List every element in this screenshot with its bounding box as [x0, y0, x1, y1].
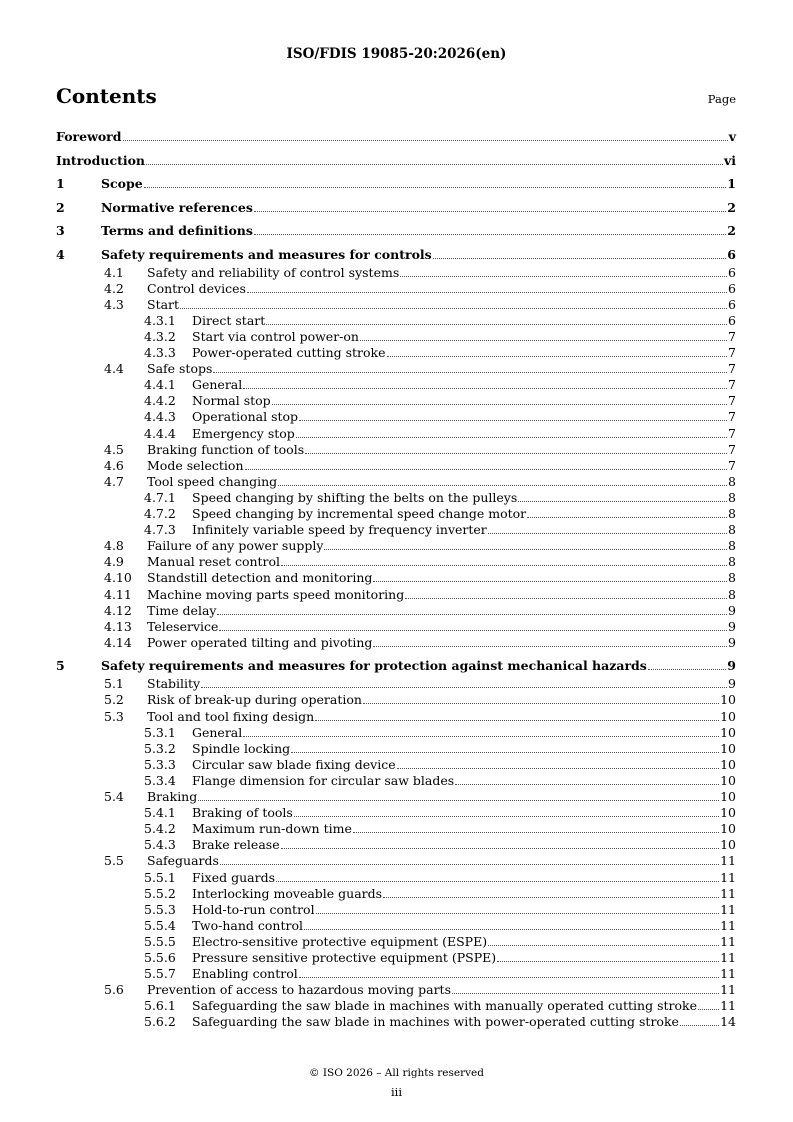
toc-entry-page: 7: [728, 393, 736, 409]
toc-entry-title: General: [192, 377, 243, 393]
toc-entry-title: Safety requirements and measures for controls: [101, 246, 432, 262]
toc-entry-title: Braking function of tools: [147, 441, 305, 457]
toc-entry-page: 8: [728, 506, 736, 521]
document-header: ISO/FDIS 19085-20:2026(en): [286, 46, 507, 62]
toc-leader-dots: [305, 453, 727, 454]
toc-leader-dots: [680, 1025, 719, 1026]
toc-entry-page: 10: [720, 692, 736, 708]
toc-leader-dots: [247, 292, 727, 293]
toc-leader-dots: [527, 517, 727, 518]
page-column-label: Page: [707, 92, 736, 106]
toc-entry-title: Power-operated cutting stroke: [192, 345, 386, 360]
toc-entry[interactable]: [56, 853, 736, 869]
toc-entry-title: Prevention of access to hazardous moving parts: [147, 982, 451, 998]
toc-entry[interactable]: [56, 902, 736, 918]
toc-entry[interactable]: [56, 950, 736, 966]
toc-entry-number: 5.3.1: [144, 724, 176, 740]
toc-entry[interactable]: [56, 361, 736, 377]
toc-entry[interactable]: [56, 837, 736, 853]
toc-entry-title: Machine moving parts speed monitoring: [147, 586, 405, 602]
toc-entry-page: 1: [727, 176, 736, 191]
toc-leader-dots: [433, 258, 727, 259]
toc-entry[interactable]: [56, 458, 736, 474]
toc-entry-number: 5: [56, 658, 65, 674]
toc-leader-dots: [146, 164, 723, 165]
toc-entry[interactable]: [56, 676, 736, 692]
toc-entry[interactable]: [56, 741, 736, 757]
toc-leader-dots: [272, 404, 727, 405]
toc-leader-dots: [452, 993, 719, 994]
toc-entry[interactable]: [56, 934, 736, 950]
toc-entry-page: 11: [720, 950, 736, 965]
toc-entry-number: 4.11: [104, 586, 132, 602]
toc-entry-page: 10: [720, 756, 736, 772]
toc-leader-dots: [278, 485, 727, 486]
toc-entry-page: 6: [728, 280, 736, 296]
toc-entry-number: 5.3: [104, 708, 124, 724]
page-title: Contents: [56, 84, 157, 108]
toc-entry[interactable]: [56, 176, 736, 192]
toc-entry-number: 4.2: [104, 280, 124, 296]
toc-entry-title: Safeguards: [147, 853, 219, 869]
toc-leader-dots: [698, 1009, 719, 1010]
toc-entry-number: 4.14: [104, 634, 132, 650]
toc-entry[interactable]: [56, 635, 736, 651]
toc-entry-page: 11: [720, 869, 736, 885]
toc-leader-dots: [363, 703, 719, 704]
toc-entry-page: 10: [720, 724, 736, 740]
toc-entry-title: Time delay: [147, 602, 217, 618]
toc-entry-title: Circular saw blade fixing device: [192, 756, 396, 772]
toc-entry-number: 5.5.7: [144, 966, 176, 982]
toc-entry-number: 4.4: [104, 361, 124, 377]
toc-leader-dots: [144, 187, 727, 188]
toc-entry[interactable]: [56, 1014, 736, 1030]
toc-entry-page: 7: [728, 441, 736, 457]
toc-entry-page: 6: [728, 264, 736, 280]
toc-entry-number: 5.5.4: [144, 917, 176, 933]
toc-entry-number: 4: [56, 246, 65, 262]
toc-entry[interactable]: [56, 393, 736, 409]
toc-entry-page: 10: [720, 805, 736, 821]
copyright-footer: © ISO 2026 – All rights reserved: [309, 1067, 484, 1079]
toc-entry-number: 5.3.2: [144, 740, 176, 756]
toc-entry-page: 11: [720, 982, 736, 998]
toc-entry-title: Enabling control: [192, 966, 298, 982]
toc-entry[interactable]: [56, 297, 736, 313]
toc-entry-number: 5.6.2: [144, 1014, 176, 1030]
toc-entry-page: 6: [728, 296, 736, 312]
toc-entry-page: 9: [727, 658, 736, 674]
toc-entry[interactable]: [56, 281, 736, 297]
toc-entry-page: 9: [728, 618, 736, 634]
toc-entry-number: 5.1: [104, 676, 124, 692]
toc-entry[interactable]: [56, 773, 736, 789]
toc-entry-page: 8: [728, 554, 736, 570]
toc-entry-title: Teleservice: [147, 618, 219, 634]
toc-entry-page: 8: [728, 538, 736, 554]
toc-leader-dots: [213, 372, 727, 373]
toc-entry-page: 11: [720, 853, 736, 869]
toc-entry-number: 4.8: [104, 538, 124, 554]
toc-entry-number: 5.5.6: [144, 950, 176, 965]
toc-leader-dots: [455, 784, 719, 785]
toc-leader-dots: [276, 881, 719, 882]
toc-entry-title: Terms and definitions: [101, 223, 253, 238]
toc-entry[interactable]: [56, 998, 736, 1014]
toc-entry-title: Two-hand control: [192, 917, 303, 933]
toc-entry[interactable]: [56, 474, 736, 490]
toc-entry-page: 7: [728, 377, 736, 393]
toc-entry[interactable]: [56, 692, 736, 708]
toc-entry[interactable]: [56, 709, 736, 725]
toc-entry-page: 8: [728, 473, 736, 489]
toc-entry-page: 7: [728, 345, 736, 360]
toc-entry-title: Tool speed changing: [147, 473, 278, 489]
toc-entry-number: 5.6.1: [144, 998, 176, 1014]
toc-entry-title: Failure of any power supply: [147, 538, 324, 554]
toc-leader-dots: [217, 614, 727, 615]
toc-leader-dots: [198, 800, 719, 801]
toc-entry[interactable]: [56, 538, 736, 554]
toc-entry-page: 9: [728, 634, 736, 650]
toc-leader-dots: [397, 768, 719, 769]
toc-entry[interactable]: [56, 554, 736, 570]
toc-leader-dots: [353, 832, 719, 833]
toc-leader-dots: [405, 598, 727, 599]
toc-entry-number: 4.4.3: [144, 409, 176, 425]
toc-leader-dots: [488, 945, 719, 946]
toc-entry-number: 4.3: [104, 296, 124, 312]
toc-leader-dots: [266, 324, 727, 325]
toc-leader-dots: [324, 549, 727, 550]
toc-entry-number: 5.4.3: [144, 837, 176, 853]
toc-leader-dots: [373, 581, 727, 582]
toc-entry[interactable]: [56, 757, 736, 773]
toc-entry-page: 10: [720, 821, 736, 837]
toc-entry-title: Safeguarding the saw blade in machines with power-operated cutting stroke: [192, 1014, 679, 1030]
toc-entry-number: 4.7: [104, 473, 124, 489]
toc-entry-page: v: [728, 129, 736, 144]
toc-entry[interactable]: [56, 619, 736, 635]
toc-entry[interactable]: [56, 821, 736, 837]
toc-entry[interactable]: [56, 982, 736, 998]
toc-entry[interactable]: [56, 522, 736, 538]
toc-entry-title: Safety requirements and measures for protection against mechanical hazards: [101, 658, 647, 674]
toc-entry-number: 3: [56, 223, 65, 238]
toc-entry-page: 7: [728, 457, 736, 473]
toc-leader-dots: [488, 533, 727, 534]
toc-entry-title: Brake release: [192, 837, 280, 853]
toc-entry-page: 8: [728, 570, 736, 586]
toc-leader-dots: [201, 687, 727, 688]
toc-leader-dots: [304, 929, 719, 930]
toc-entry-page: 10: [720, 708, 736, 724]
toc-entry-number: 5.5: [104, 853, 124, 869]
toc-leader-dots: [299, 420, 727, 421]
toc-entry[interactable]: [56, 725, 736, 741]
toc-leader-dots: [254, 234, 726, 235]
toc-entry-title: Braking: [147, 789, 198, 804]
toc-entry-title: Mode selection: [147, 457, 244, 473]
toc-entry-title: Hold-to-run control: [192, 901, 315, 917]
toc-entry[interactable]: [56, 490, 736, 506]
toc-entry-title: Pressure sensitive protective equipment (PSPE): [192, 950, 497, 965]
toc-leader-dots: [316, 913, 720, 914]
toc-entry-number: 4.7.1: [144, 489, 176, 505]
toc-entry-title: Safety and reliability of control systems: [147, 264, 400, 280]
toc-entry-number: 5.5.5: [144, 933, 176, 949]
toc-entry-title: Stability: [147, 676, 201, 692]
toc-entry-number: 5.6: [104, 982, 124, 998]
toc-entry-title: Electro-sensitive protective equipment (ESPE): [192, 933, 488, 949]
toc-leader-dots: [518, 501, 727, 502]
toc-entry[interactable]: [56, 329, 736, 345]
toc-entry-number: 4.3.3: [144, 345, 176, 360]
toc-entry[interactable]: [56, 918, 736, 934]
toc-entry-page: 8: [728, 586, 736, 602]
toc-entry-page: 6: [727, 246, 736, 262]
toc-leader-dots: [400, 276, 727, 277]
toc-entry-page: 6: [728, 312, 736, 328]
toc-entry-page: 9: [728, 602, 736, 618]
toc-entry-title: Scope: [101, 176, 143, 191]
toc-entry-page: 10: [720, 772, 736, 788]
toc-entry[interactable]: [56, 870, 736, 886]
toc-entry[interactable]: [56, 966, 736, 982]
toc-entry-title: Power operated tilting and pivoting: [147, 634, 373, 650]
toc-entry-page: 7: [728, 425, 736, 441]
toc-entry-page: 10: [720, 837, 736, 853]
toc-entry[interactable]: [56, 426, 736, 442]
toc-entry-page: 11: [720, 966, 736, 982]
toc-entry-number: 4.4.1: [144, 377, 176, 393]
toc-entry-page: 7: [728, 409, 736, 425]
toc-entry-title: Braking of tools: [192, 805, 293, 821]
toc-entry-page: 10: [720, 740, 736, 756]
toc-entry-page: 8: [728, 489, 736, 505]
toc-entry-title: Start via control power-on: [192, 328, 359, 344]
toc-entry[interactable]: [56, 409, 736, 425]
toc-entry-title: Standstill detection and monitoring: [147, 570, 373, 586]
toc-leader-dots: [291, 752, 719, 753]
toc-entry-title: Normative references: [101, 199, 253, 215]
toc-entry-title: Speed changing by shifting the belts on the pulleys: [192, 489, 518, 505]
toc-entry-number: 4.13: [104, 618, 132, 634]
toc-entry[interactable]: [56, 603, 736, 619]
toc-entry[interactable]: [56, 886, 736, 902]
toc-leader-dots: [220, 864, 719, 865]
toc-entry-number: 5.3.3: [144, 756, 176, 772]
toc-entry-title: Control devices: [147, 280, 246, 296]
toc-leader-dots: [281, 848, 720, 849]
toc-entry-title: Maximum run-down time: [192, 821, 352, 837]
toc-entry-number: 4.7.2: [144, 506, 176, 521]
toc-entry-title: Safe stops: [147, 361, 213, 377]
toc-entry[interactable]: [56, 129, 736, 145]
toc-entry-title: Emergency stop: [192, 425, 295, 441]
toc-entry-number: 5.4: [104, 789, 124, 804]
toc-leader-dots: [648, 669, 726, 670]
toc-entry-page: 11: [720, 998, 736, 1014]
toc-leader-dots: [254, 211, 726, 212]
toc-entry-title: Flange dimension for circular saw blades: [192, 772, 455, 788]
toc-entry-number: 5.4.1: [144, 805, 176, 821]
toc-entry[interactable]: [56, 377, 736, 393]
toc-leader-dots: [123, 140, 728, 141]
toc-entry-number: 5.5.1: [144, 869, 176, 885]
toc-entry-title: Spindle locking: [192, 740, 291, 756]
toc-leader-dots: [299, 977, 719, 978]
toc-entry-title: Introduction: [56, 152, 146, 168]
toc-entry[interactable]: [56, 587, 736, 603]
toc-entry-page: 7: [728, 361, 736, 377]
toc-leader-dots: [315, 720, 719, 721]
toc-entry-title: Tool and tool fixing design: [147, 708, 315, 724]
toc-entry-number: 4.3.1: [144, 312, 176, 328]
toc-leader-dots: [296, 437, 727, 438]
toc-entry-title: Normal stop: [192, 393, 271, 409]
toc-entry-title: Safeguarding the saw blade in machines with manually operated cutting stroke: [192, 998, 697, 1014]
toc-entry-page: 10: [720, 789, 736, 804]
toc-entry-title: Infinitely variable speed by frequency inverter: [192, 522, 487, 538]
toc-entry-page: 9: [728, 676, 736, 692]
toc-leader-dots: [243, 388, 727, 389]
toc-leader-dots: [243, 736, 719, 737]
toc-entry-page: vi: [723, 152, 736, 168]
toc-entry[interactable]: [56, 442, 736, 458]
toc-entry-title: Foreword: [56, 129, 122, 144]
toc-leader-dots: [180, 308, 727, 309]
toc-entry-page: 11: [720, 885, 736, 901]
toc-entry-number: 4.10: [104, 570, 132, 586]
toc-entry-page: 2: [727, 223, 736, 238]
toc-entry-number: 4.5: [104, 441, 124, 457]
toc-entry-page: 8: [728, 522, 736, 538]
toc-leader-dots: [383, 897, 719, 898]
toc-entry-title: Manual reset control: [147, 554, 281, 570]
toc-entry-page: 7: [728, 328, 736, 344]
toc-entry[interactable]: [56, 570, 736, 586]
toc-entry-number: 5.5.3: [144, 901, 176, 917]
toc-entry-number: 5.5.2: [144, 885, 176, 901]
toc-entry-title: Risk of break-up during operation: [147, 692, 362, 708]
toc-entry-number: 4.4.2: [144, 393, 176, 409]
toc-entry-number: 4.1: [104, 264, 124, 280]
toc-leader-dots: [497, 961, 719, 962]
toc-entry-number: 4.12: [104, 602, 132, 618]
toc-entry-number: 5.4.2: [144, 821, 176, 837]
toc-leader-dots: [281, 565, 727, 566]
toc-entry-number: 4.7.3: [144, 522, 176, 538]
toc-entry[interactable]: [56, 247, 736, 263]
toc-entry-title: Direct start: [192, 312, 266, 328]
toc-entry-number: 4.4.4: [144, 425, 176, 441]
toc-entry-page: 11: [720, 917, 736, 933]
toc-entry[interactable]: [56, 200, 736, 216]
toc-entry[interactable]: [56, 345, 736, 361]
page-number: iii: [390, 1085, 403, 1099]
toc-entry-title: Start: [147, 296, 180, 312]
toc-leader-dots: [373, 646, 727, 647]
toc-leader-dots: [294, 816, 719, 817]
toc-leader-dots: [245, 469, 728, 470]
toc-entry-page: 14: [720, 1014, 736, 1030]
toc-entry[interactable]: [56, 506, 736, 522]
toc-entry-title: Operational stop: [192, 409, 299, 425]
toc-leader-dots: [219, 630, 727, 631]
toc-entry[interactable]: [56, 153, 736, 169]
toc-entry[interactable]: [56, 313, 736, 329]
toc-entry-page: 2: [727, 199, 736, 215]
toc-entry-number: 4.9: [104, 554, 124, 570]
toc-entry-number: 2: [56, 199, 65, 215]
toc-entry-number: 5.3.4: [144, 772, 176, 788]
toc-entry-title: Interlocking moveable guards: [192, 885, 383, 901]
toc-entry[interactable]: [56, 223, 736, 239]
toc-leader-dots: [360, 340, 727, 341]
toc-entry[interactable]: [56, 805, 736, 821]
toc-entry-title: Speed changing by incremental speed change motor: [192, 506, 527, 521]
toc-entry-title: Fixed guards: [192, 869, 275, 885]
toc-entry-number: 4.3.2: [144, 328, 176, 344]
toc-entry-page: 11: [720, 933, 736, 949]
toc-entry[interactable]: [56, 658, 736, 674]
toc-entry-title: General: [192, 724, 243, 740]
toc-entry-number: 4.6: [104, 457, 124, 473]
toc-entry-page: 11: [720, 901, 736, 917]
toc-entry[interactable]: [56, 265, 736, 281]
toc-entry-number: 5.2: [104, 692, 124, 708]
toc-leader-dots: [387, 356, 728, 357]
toc-entry-number: 1: [56, 176, 65, 191]
toc-entry[interactable]: [56, 789, 736, 805]
